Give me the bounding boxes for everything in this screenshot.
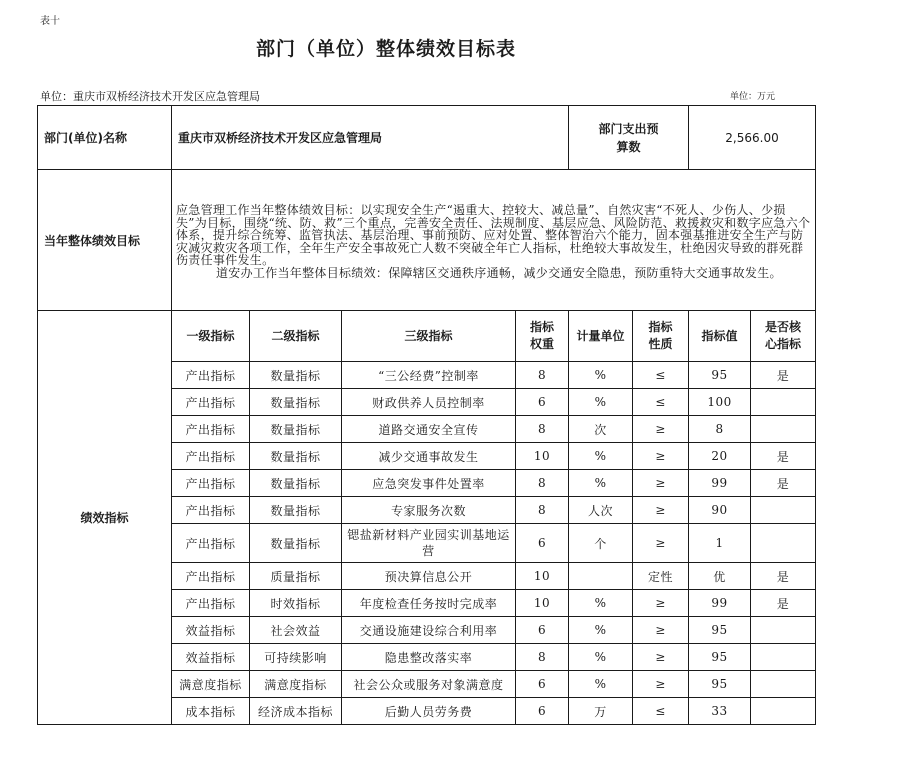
- cell-weight: 6: [516, 617, 569, 644]
- cell-level2: 数量指标: [250, 470, 342, 497]
- col-header-value: [689, 311, 751, 362]
- budget-label-text: 部门支出预算数: [598, 121, 659, 154]
- col-header-text-core: 是否核心指标: [765, 320, 802, 351]
- goal-paragraph-2: 道安办工作当年整体目标绩效：保障辖区交通秩序通畅，减少交通安全隐患，预防重特大交通事故发生。: [216, 265, 782, 280]
- cell-value: 优: [689, 563, 751, 590]
- cell-level3: 预决算信息公开: [342, 563, 516, 590]
- cell-nature: ≥: [633, 497, 689, 524]
- cell-unit: %: [569, 590, 633, 617]
- col-header-text-nature: 指标性质: [648, 320, 673, 351]
- cell-value: 99: [689, 590, 751, 617]
- dept-name-value: 重庆市双桥经济技术开发区应急管理局: [172, 106, 569, 170]
- col-header-text-unit: 计量单位: [576, 328, 625, 343]
- cell-level3: 财政供养人员控制率: [342, 389, 516, 416]
- cell-level1: 效益指标: [172, 617, 250, 644]
- cell-nature: ≥: [633, 524, 689, 563]
- cell-core: 是: [751, 362, 816, 389]
- cell-level3: 年度检查任务按时完成率: [342, 590, 516, 617]
- cell-core: 是: [751, 590, 816, 617]
- cell-level1: 产出指标: [172, 524, 250, 563]
- cell-value: 95: [689, 362, 751, 389]
- cell-value: 100: [689, 389, 751, 416]
- cell-unit: %: [569, 617, 633, 644]
- perf-label: 绩效指标: [38, 311, 172, 725]
- cell-level1: 产出指标: [172, 362, 250, 389]
- cell-value: 1: [689, 524, 751, 563]
- col-header-nature: [633, 311, 689, 362]
- col-header-level2: 二级指标: [250, 311, 342, 362]
- cell-weight: 10: [516, 563, 569, 590]
- cell-unit: 个: [569, 524, 633, 563]
- cell-unit: %: [569, 470, 633, 497]
- cell-level3: 社会公众或服务对象满意度: [342, 671, 516, 698]
- cell-level1: 产出指标: [172, 470, 250, 497]
- dept-name-label: 部门(单位)名称: [38, 106, 172, 170]
- cell-level3: 交通设施建设综合利用率: [342, 617, 516, 644]
- cell-level3: 道路交通安全宣传: [342, 416, 516, 443]
- cell-level1: 效益指标: [172, 644, 250, 671]
- cell-level3: 减少交通事故发生: [342, 443, 516, 470]
- cell-nature: ≤: [633, 362, 689, 389]
- cell-core: 是: [751, 443, 816, 470]
- cell-nature: 定性: [633, 563, 689, 590]
- cell-level3: 锶盐新材料产业园实训基地运营: [342, 524, 516, 563]
- cell-level1: 产出指标: [172, 497, 250, 524]
- unit-organization: 单位：重庆市双桥经济技术开发区应急管理局: [40, 90, 260, 103]
- goal-paragraph-1: 应急管理工作当年整体绩效目标：以实现安全生产“遏重大、控较大、减总量”、自然灾害“不死人、少伤人、少损失”为目标，围绕“统、防、救”三个重点，完善安全责任、法规制度、基层应急、风险防范、救援救灾和数字应急六个体系，提升综合统筹、监管执法、基层治理、事前预防、应对处置、整体智治六个能力，固本强基推进安全生产与防灾减灾救灾各项工作，全年生产安全事故死亡人数不突破全年亡人指标，杜绝较大事故发生，杜绝因灾导致的群死群伤责任事件发生。: [176, 203, 811, 267]
- cell-weight: 6: [516, 671, 569, 698]
- cell-unit: [569, 563, 633, 590]
- cell-core: 是: [751, 563, 816, 590]
- cell-core: [751, 671, 816, 698]
- goal-label: 当年整体绩效目标: [38, 170, 172, 311]
- cell-weight: 6: [516, 698, 569, 725]
- cell-nature: ≥: [633, 617, 689, 644]
- cell-core: [751, 644, 816, 671]
- goal-row: [38, 170, 816, 311]
- cell-level3: 应急突发事件处置率: [342, 470, 516, 497]
- cell-unit: %: [569, 389, 633, 416]
- cell-nature: ≥: [633, 671, 689, 698]
- col-header-text-value: 指标值: [701, 328, 738, 343]
- cell-core: [751, 617, 816, 644]
- col-header-text-weight: 指标权重: [529, 320, 554, 351]
- cell-core: 是: [751, 470, 816, 497]
- cell-weight: 8: [516, 497, 569, 524]
- cell-core: [751, 698, 816, 725]
- cell-weight: 8: [516, 470, 569, 497]
- cell-value: 95: [689, 671, 751, 698]
- cell-unit: 人次: [569, 497, 633, 524]
- page-title: 部门（单位）整体绩效目标表: [256, 38, 517, 60]
- performance-table: [37, 105, 816, 725]
- cell-level2: 可持续影响: [250, 644, 342, 671]
- cell-unit: 次: [569, 416, 633, 443]
- cell-unit: %: [569, 362, 633, 389]
- cell-level2: 数量指标: [250, 443, 342, 470]
- col-header-level3: 三级指标: [342, 311, 516, 362]
- cell-level2: 数量指标: [250, 497, 342, 524]
- cell-level1: 产出指标: [172, 590, 250, 617]
- cell-value: 90: [689, 497, 751, 524]
- cell-level3: 隐患整改落实率: [342, 644, 516, 671]
- cell-unit: %: [569, 443, 633, 470]
- cell-nature: ≥: [633, 443, 689, 470]
- cell-value: 8: [689, 416, 751, 443]
- cell-weight: 10: [516, 443, 569, 470]
- cell-core: [751, 524, 816, 563]
- cell-level2: 数量指标: [250, 524, 342, 563]
- cell-core: [751, 389, 816, 416]
- cell-core: [751, 416, 816, 443]
- cell-level2: 数量指标: [250, 362, 342, 389]
- col-header-unit: [569, 311, 633, 362]
- cell-unit: %: [569, 671, 633, 698]
- goal-text: [172, 170, 816, 311]
- cell-level1: 满意度指标: [172, 671, 250, 698]
- col-header-weight: [516, 311, 569, 362]
- cell-level1: 成本指标: [172, 698, 250, 725]
- cell-weight: 8: [516, 644, 569, 671]
- cell-level2: 社会效益: [250, 617, 342, 644]
- cell-level2: 质量指标: [250, 563, 342, 590]
- cell-level1: 产出指标: [172, 563, 250, 590]
- cell-nature: ≤: [633, 389, 689, 416]
- cell-value: 99: [689, 470, 751, 497]
- cell-nature: ≥: [633, 644, 689, 671]
- cell-level3: 后勤人员劳务费: [342, 698, 516, 725]
- cell-weight: 6: [516, 389, 569, 416]
- cell-value: 33: [689, 698, 751, 725]
- cell-nature: ≥: [633, 470, 689, 497]
- cell-level2: 数量指标: [250, 416, 342, 443]
- cell-level2: 数量指标: [250, 389, 342, 416]
- cell-core: [751, 497, 816, 524]
- cell-level1: 产出指标: [172, 443, 250, 470]
- cell-unit: %: [569, 644, 633, 671]
- cell-nature: ≥: [633, 416, 689, 443]
- cell-weight: 10: [516, 590, 569, 617]
- cell-value: 95: [689, 644, 751, 671]
- cell-value: 95: [689, 617, 751, 644]
- budget-value: 2,566.00: [689, 106, 816, 170]
- unit-currency: 单位：万元: [730, 92, 776, 102]
- cell-value: 20: [689, 443, 751, 470]
- budget-label: [569, 106, 689, 170]
- cell-unit: 万: [569, 698, 633, 725]
- cell-level1: 产出指标: [172, 416, 250, 443]
- cell-weight: 8: [516, 362, 569, 389]
- cell-weight: 6: [516, 524, 569, 563]
- cell-level3: “三公经费”控制率: [342, 362, 516, 389]
- cell-level1: 产出指标: [172, 389, 250, 416]
- col-header-level1: 一级指标: [172, 311, 250, 362]
- cell-level3: 专家服务次数: [342, 497, 516, 524]
- col-header-core: [751, 311, 816, 362]
- indicator-header-row: [38, 311, 816, 362]
- table-number: 表十: [40, 16, 60, 27]
- cell-nature: ≥: [633, 590, 689, 617]
- cell-level2: 时效指标: [250, 590, 342, 617]
- cell-level2: 经济成本指标: [250, 698, 342, 725]
- cell-level2: 满意度指标: [250, 671, 342, 698]
- dept-row: [38, 106, 816, 170]
- cell-nature: ≤: [633, 698, 689, 725]
- cell-weight: 8: [516, 416, 569, 443]
